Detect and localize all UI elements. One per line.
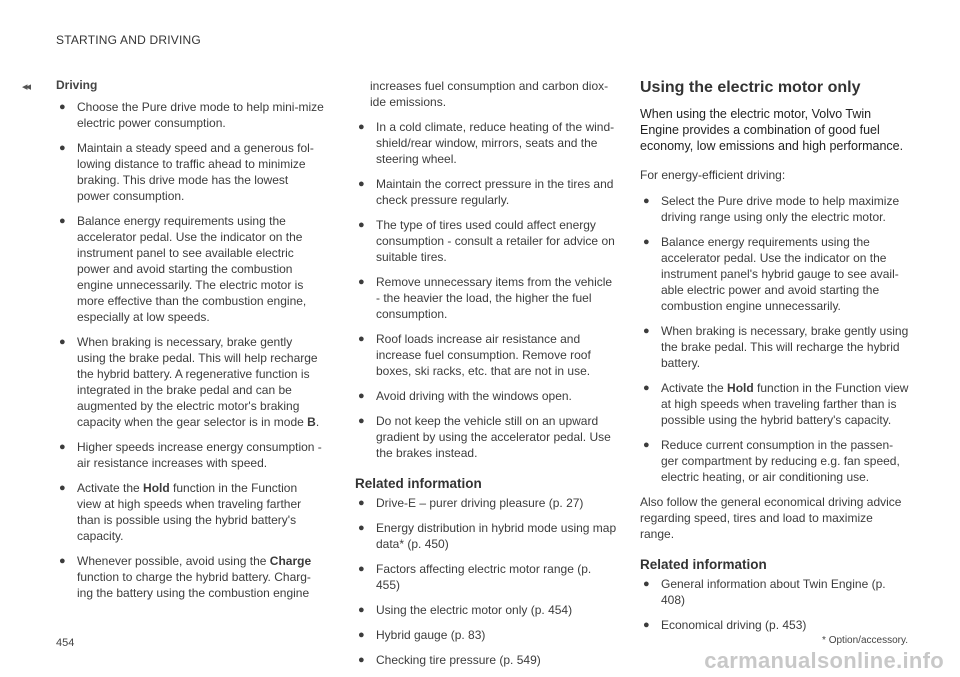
bullet-icon: ●	[643, 325, 650, 337]
section-lead: When using the electric motor, Volvo Twin Engine provides a combination of good fuel economy, low emissions and high performance.	[640, 107, 904, 153]
bullet-icon: ●	[59, 336, 66, 348]
list-item: ● Balance energy requirements using the accelerator pedal. Use the indicator on the instrument panel's hybrid gauge to see avail-able electric power and avoid starting the combustion engine unnecessarily.	[643, 235, 899, 313]
bullet-icon: ●	[358, 276, 365, 288]
bullet-icon: ●	[643, 578, 650, 590]
page-number: 454	[56, 637, 75, 649]
footnote: * Option/accessory.	[822, 635, 908, 646]
bullet-icon: ●	[643, 236, 650, 248]
bullet-icon: ●	[59, 101, 66, 113]
section-header: STARTING AND DRIVING	[56, 33, 201, 47]
list-item: ● In a cold climate, reduce heating of the wind-shield/rear window, mirrors, seats and the steering wheel.	[358, 120, 615, 166]
outro-text: Also follow the general economical driving advice regarding speed, tires and load to maximize range.	[640, 495, 902, 541]
related-information-title: Related information	[640, 557, 767, 572]
list-item: ● Maintain a steady speed and a generous fol-lowing distance to traffic ahead to minimize braking. This drive mode has the lowest power consumption.	[59, 141, 314, 203]
bullet-icon: ●	[59, 555, 66, 567]
column-electric-motor	[640, 78, 910, 642]
bullet-icon: ●	[358, 604, 365, 616]
list-item: ● Choose the Pure drive mode to help mini-mize electric power consumption.	[59, 100, 324, 130]
related-link[interactable]: ● Factors affecting electric motor range (p. 455)	[358, 562, 592, 592]
bullet-icon: ●	[358, 121, 365, 133]
list-item: ● When braking is necessary, brake gently using the brake pedal. This will help recharge the hybrid battery. A regenerative function is integrated in the brake pedal and can be augmented by the electric motor's braking capacity when the gear selector is in mode B.	[59, 335, 320, 429]
bullet-icon: ●	[358, 522, 365, 534]
subsection-title: Driving	[56, 78, 98, 92]
bullet-list	[56, 99, 324, 601]
column-driving-tips	[56, 78, 324, 610]
intro-text: For energy-efficient driving:	[640, 168, 786, 182]
bullet-icon: ●	[59, 482, 66, 494]
gear-mode-b: B	[307, 415, 316, 429]
double-chevron-left-icon: ◂◂	[22, 81, 30, 93]
related-link[interactable]: ● Checking tire pressure (p. 549)	[358, 653, 541, 667]
bullet-list	[355, 78, 617, 461]
section-title: Using the electric motor only	[640, 79, 861, 96]
related-link[interactable]: ● General information about Twin Engine (p. 408)	[643, 577, 886, 607]
bullet-icon: ●	[643, 382, 650, 394]
related-links-list	[640, 576, 910, 633]
bullet-icon: ●	[643, 439, 650, 451]
bullet-icon: ●	[358, 563, 365, 575]
related-link[interactable]: ● Energy distribution in hybrid mode using map data* (p. 450)	[358, 521, 617, 551]
watermark: carmanualsonline.info	[704, 648, 944, 673]
list-item: ● Activate the Hold function in the Function view at high speeds when traveling farther than is possible using the hybrid battery's capacity.	[643, 381, 909, 427]
bullet-icon: ●	[358, 178, 365, 190]
list-item: ● When braking is necessary, brake gently using the brake pedal. This will recharge the hybrid battery.	[643, 324, 909, 370]
related-links-list	[355, 495, 617, 668]
list-item: ● Higher speeds increase energy consumption - air resistance increases with speed.	[59, 440, 322, 470]
column-driving-tips-continued	[355, 78, 617, 677]
related-link[interactable]: ● Drive-E – purer driving pleasure (p. 27)	[358, 496, 584, 510]
bullet-list	[640, 193, 910, 485]
list-item: ● Remove unnecessary items from the vehicle - the heavier the load, the higher the fuel consumption.	[358, 275, 613, 321]
bullet-icon: ●	[358, 415, 365, 427]
bullet-icon: ●	[59, 142, 66, 154]
list-item: ● Avoid driving with the windows open.	[358, 389, 572, 403]
bullet-icon: ●	[358, 219, 365, 231]
list-item: ● Reduce current consumption in the passen-ger compartment by reducing e.g. fan speed, electric heating, or air conditioning use.	[643, 438, 900, 484]
list-item: ● Select the Pure drive mode to help maximize driving range using only the electric motor.	[643, 194, 900, 224]
bullet-icon: ●	[358, 629, 365, 641]
list-item: ● Balance energy requirements using the accelerator pedal. Use the indicator on the instrument panel to see available electric power and avoid starting the combustion engine unnecessarily. The electric motor is more effective than the combustion engine, especially at low speeds.	[59, 214, 307, 324]
bullet-icon: ●	[358, 333, 365, 345]
list-item: ● Activate the Hold function in the Function view at high speeds when traveling farther than is possible using the hybrid battery's capacity.	[59, 481, 302, 543]
bullet-icon: ●	[59, 441, 66, 453]
list-item-continuation: increases fuel consumption and carbon diox-ide emissions.	[370, 79, 609, 109]
list-item: ● Whenever possible, avoid using the Charge function to charge the hybrid battery. Charg-ing the battery using the combustion engine	[59, 554, 312, 600]
bullet-icon: ●	[59, 215, 66, 227]
related-information-title: Related information	[355, 476, 482, 491]
bullet-icon: ●	[358, 497, 365, 509]
list-item: ● Do not keep the vehicle still on an upward gradient by using the accelerator pedal. Use the brakes instead.	[358, 414, 611, 460]
bullet-icon: ●	[643, 619, 650, 631]
bullet-icon: ●	[358, 390, 365, 402]
related-link[interactable]: ● Economical driving (p. 453)	[643, 618, 807, 632]
related-link[interactable]: ● Using the electric motor only (p. 454)	[358, 603, 573, 617]
list-item: ● Roof loads increase air resistance and increase fuel consumption. Remove roof boxes, ski racks, etc. that are not in use.	[358, 332, 591, 378]
bullet-icon: ●	[358, 654, 365, 666]
list-item: ● The type of tires used could affect energy consumption - consult a retailer for advice on suitable tires.	[358, 218, 615, 264]
bullet-icon: ●	[643, 195, 650, 207]
related-link[interactable]: ● Hybrid gauge (p. 83)	[358, 628, 486, 642]
list-item: ● Maintain the correct pressure in the tires and check pressure regularly.	[358, 177, 614, 207]
